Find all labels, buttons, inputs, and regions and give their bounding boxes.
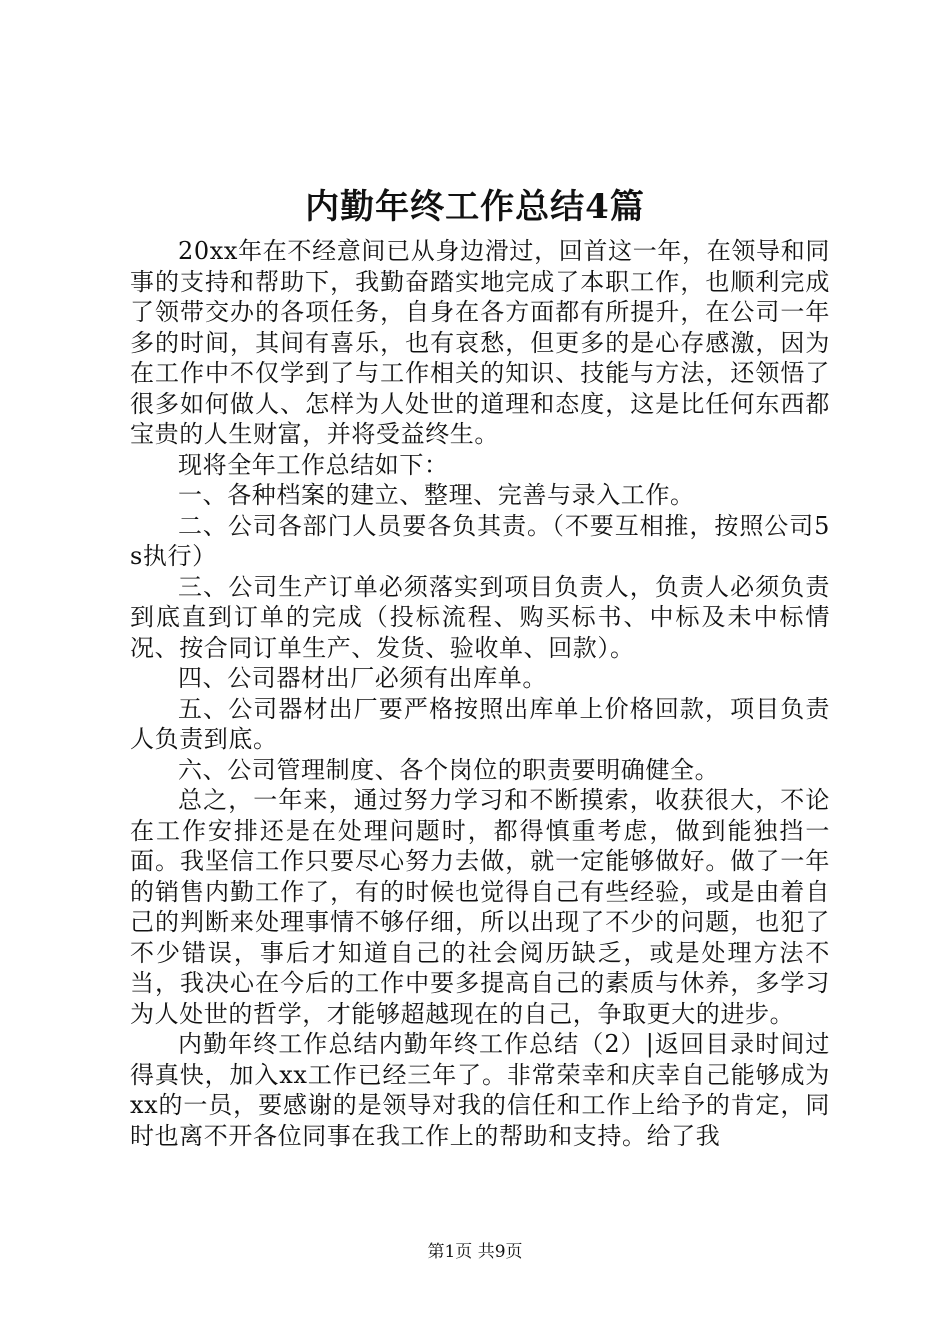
paragraph-summary-lead: 现将全年工作总结如下：	[178, 450, 449, 479]
paragraph-item-2: 二、公司各部门人员要各负其责。（不要互相推，按照公司5s执行）	[130, 511, 830, 570]
paragraph-item-4: 四、公司器材出厂必须有出库单。	[178, 664, 547, 692]
document-body	[130, 236, 830, 1151]
paragraph-item-1: 一、各种档案的建立、整理、完善与录入工作。	[178, 481, 695, 509]
document-title: 内勤年终工作总结4篇	[305, 187, 645, 227]
paragraph-intro: 20xx年在不经意间已从身边滑过，回首这一年，在领导和同事的支持和帮助下，我勤奋踏实地完成了本职工作，也顺利完成了领带交办的各项任务，自身在各方面都有所提升，在公司一年多的时间，其间有喜乐，也有哀愁，但更多的是心存感激，因为在工作中不仅学到了与工作相关的知识、技能与方法，还领悟了很多如何做人、怎样为人处世的道理和态度，这是比任何东西都宝贵的人生财富，并将受益终生。	[130, 237, 830, 448]
page-footer: 第1页 共9页	[427, 1242, 523, 1262]
paragraph-section-2: 内勤年终工作总结内勤年终工作总结（2）|返回目录时间过得真快，加入xx工作已经三年了。非常荣幸和庆幸自己能够成为xx的一员，要感谢的是领导对我的信任和工作上给予的肯定，同时也离不开各位同事在我工作上的帮助和支持。给了我	[130, 1030, 830, 1150]
paragraph-item-3: 三、公司生产订单必须落实到项目负责人，负责人必须负责到底直到订单的完成（投标流程、购买标书、中标及未中标情况、按合同订单生产、发货、验收单、回款）。	[130, 572, 830, 662]
paragraph-conclusion: 总之，一年来，通过努力学习和不断摸索，收获很大，不论在工作安排还是在处理问题时，都得慎重考虑，做到能独挡一面。我坚信工作只要尽心努力去做，就一定能够做好。做了一年的销售内勤工作了，有的时候也觉得自己有些经验，或是由着自己的判断来处理事情不够仔细，所以出现了不少的问题，也犯了不少错误，事后才知道自己的社会阅历缺乏，或是处理方法不当，我决心在今后的工作中要多提高自己的素质与休养，多学习为人处世的哲学，才能够超越现在的自己，争取更大的进步。	[130, 786, 830, 1028]
paragraph-item-6: 六、公司管理制度、各个岗位的职责要明确健全。	[178, 755, 720, 784]
paragraph-item-5: 五、公司器材出厂要严格按照出库单上价格回款，项目负责人负责到底。	[130, 694, 830, 753]
